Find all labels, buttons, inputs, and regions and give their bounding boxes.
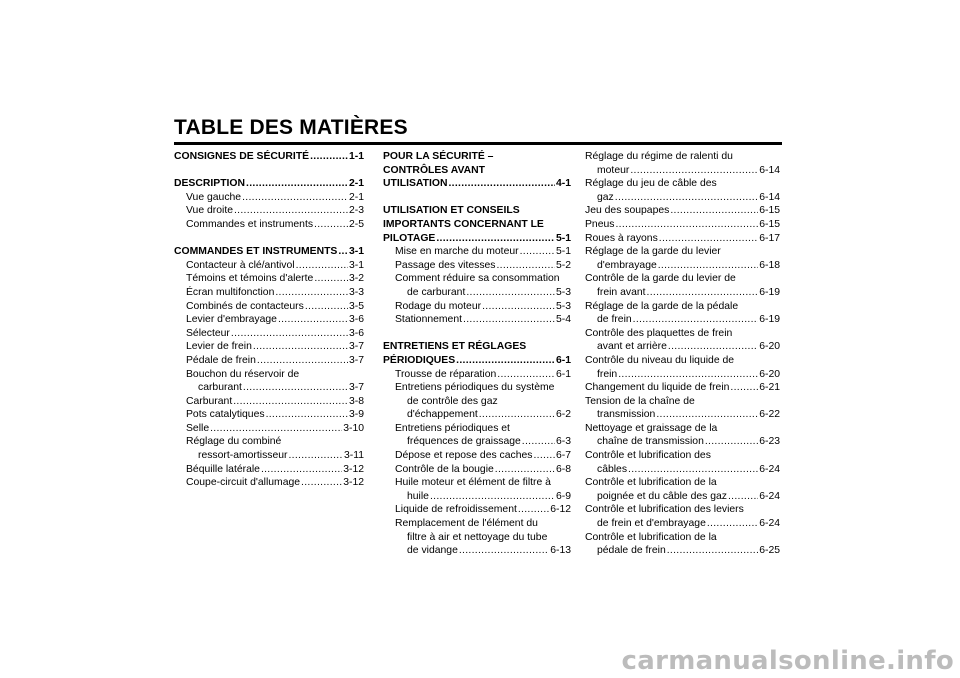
dot-leader <box>430 490 555 504</box>
dot-leader <box>314 218 348 232</box>
toc-spacer <box>174 232 364 246</box>
toc-entry[interactable] <box>383 300 571 314</box>
dot-leader <box>456 354 555 368</box>
toc-entry-title: fréquences de graissage <box>407 436 521 448</box>
toc-entry-title: Pneus <box>585 218 615 230</box>
toc-entry <box>585 395 780 409</box>
toc-entry <box>585 300 780 314</box>
toc-entry-title: moteur <box>597 164 630 176</box>
toc-entry[interactable] <box>174 204 364 218</box>
toc-entry-title: de frein et d'embrayage <box>597 518 706 530</box>
dot-leader <box>659 232 758 246</box>
toc-entry[interactable] <box>585 191 780 205</box>
toc-entry[interactable] <box>174 259 364 273</box>
toc-entry-title: gaz <box>597 191 614 203</box>
toc-entry[interactable] <box>174 463 364 477</box>
toc-entry-title: Carburant <box>186 395 233 407</box>
toc-entry-title: Roues à rayons <box>585 232 658 244</box>
dot-leader <box>338 245 348 259</box>
toc-entry[interactable] <box>585 204 780 218</box>
toc-page-number: 6-2 <box>555 409 571 421</box>
toc-entry-title: Stationnement <box>395 314 463 326</box>
toc-entry <box>383 272 571 286</box>
dot-leader <box>658 259 758 273</box>
toc-entry[interactable] <box>174 381 364 395</box>
dot-leader <box>436 232 555 246</box>
dot-leader <box>707 517 758 531</box>
toc-entry[interactable] <box>174 272 364 286</box>
toc-entry-title: Rodage du moteur <box>395 300 482 312</box>
dot-leader <box>289 449 343 463</box>
toc-page-number: 6-18 <box>759 259 780 271</box>
dot-leader <box>482 300 555 314</box>
toc-entry[interactable] <box>174 313 364 327</box>
toc-page-number: 3-12 <box>343 477 364 489</box>
toc-entry[interactable] <box>585 381 780 395</box>
toc-entry-title: Réglage du jeu de câble des <box>585 178 717 190</box>
dot-leader <box>257 354 348 368</box>
toc-spacer <box>383 327 571 341</box>
toc-page-number: 3-7 <box>348 382 364 394</box>
toc-entry-title: Nettoyage et graissage de la <box>585 422 718 434</box>
toc-entry-title: de vidange <box>407 545 458 557</box>
toc-entry-title: Trousse de réparation <box>395 368 497 380</box>
toc-entry-title: Écran multifonction <box>186 286 275 298</box>
toc-entry[interactable] <box>383 286 571 300</box>
dot-leader <box>234 204 348 218</box>
dot-leader <box>210 422 342 436</box>
toc-section-heading[interactable] <box>174 245 364 259</box>
toc-entry[interactable] <box>383 408 571 422</box>
toc-section-heading <box>383 150 571 164</box>
toc-entry[interactable] <box>585 259 780 273</box>
toc-page-number: 5-3 <box>555 300 571 312</box>
dot-leader <box>233 395 348 409</box>
dot-leader <box>448 177 555 191</box>
toc-entry-title: huile <box>407 490 429 502</box>
toc-entry <box>383 517 571 531</box>
toc-entry-title: ressort-amortisseur <box>198 450 288 462</box>
toc-page-number: 6-14 <box>759 191 780 203</box>
toc-page-number: 2-1 <box>348 191 364 203</box>
toc-page-number: 6-17 <box>759 232 780 244</box>
dot-leader <box>466 286 555 300</box>
dot-leader <box>518 503 549 517</box>
toc-entry-title: Remplacement de l'élément du <box>395 518 538 530</box>
toc-column-2 <box>383 150 571 558</box>
toc-entry[interactable] <box>174 449 364 463</box>
toc-entry <box>585 422 780 436</box>
toc-page-number: 3-9 <box>348 409 364 421</box>
dot-leader <box>231 327 348 341</box>
toc-entry[interactable] <box>383 463 571 477</box>
toc-page-number: 3-2 <box>348 273 364 285</box>
dot-leader <box>296 259 348 273</box>
toc-entry-title: Contrôle et lubrification des leviers <box>585 504 744 516</box>
toc-page-number: 6-14 <box>759 164 780 176</box>
dot-leader <box>705 435 758 449</box>
dot-leader <box>728 490 758 504</box>
toc-entry-title: ENTRETIENS ET RÉGLAGES <box>383 341 527 353</box>
toc-page-number: 3-11 <box>343 450 364 462</box>
toc-page-number: 5-1 <box>555 232 571 244</box>
toc-entry-title: Contrôle et lubrification des <box>585 450 711 462</box>
toc-page-number: 6-15 <box>759 205 780 217</box>
toc-page-number: 6-9 <box>555 490 571 502</box>
toc-page-number: 6-3 <box>555 436 571 448</box>
toc-page-number: 2-1 <box>348 178 364 190</box>
dot-leader <box>668 340 758 354</box>
toc-entry-title: Vue gauche <box>186 191 242 203</box>
dot-leader <box>670 204 758 218</box>
toc-entry-title: UTILISATION ET CONSEILS <box>383 205 520 217</box>
dot-leader <box>520 245 555 259</box>
dot-leader <box>618 368 758 382</box>
toc-page-number: 5-1 <box>555 246 571 258</box>
dot-leader <box>266 408 348 422</box>
toc-entry-title: Contrôle et lubrification de la <box>585 477 717 489</box>
toc-page-number: 2-3 <box>348 205 364 217</box>
toc-entry-title: IMPORTANTS CONCERNANT LE <box>383 218 544 230</box>
toc-page-number: 6-24 <box>759 518 780 530</box>
toc-entry <box>383 531 571 545</box>
toc-page-number: 6-15 <box>759 218 780 230</box>
toc-entry-title: Comment réduire sa consommation <box>395 273 560 285</box>
dot-leader <box>242 191 348 205</box>
toc-entry[interactable] <box>174 408 364 422</box>
toc-entry-title: Commandes et instruments <box>186 218 314 230</box>
toc-page-number: 3-3 <box>348 286 364 298</box>
toc-page-number: 6-1 <box>555 368 571 380</box>
dot-leader <box>261 463 342 477</box>
toc-entry[interactable] <box>174 191 364 205</box>
dot-leader <box>314 272 348 286</box>
toc-entry[interactable] <box>174 340 364 354</box>
toc-entry-title: Béquille latérale <box>186 463 260 475</box>
toc-page-number: 5-3 <box>555 286 571 298</box>
toc-page-number: 3-8 <box>348 395 364 407</box>
toc-entry[interactable] <box>585 408 780 422</box>
toc-entry-title: d'échappement <box>407 409 478 421</box>
toc-entry[interactable] <box>585 435 780 449</box>
dot-leader <box>656 408 758 422</box>
toc-entry[interactable] <box>174 476 364 490</box>
toc-entry-title: Contrôle et lubrification de la <box>585 531 717 543</box>
toc-entry[interactable] <box>383 435 571 449</box>
toc-entry[interactable] <box>585 232 780 246</box>
dot-leader <box>243 381 348 395</box>
toc-entry-title: Contrôle du niveau du liquide de <box>585 354 735 366</box>
toc-entry-title: Témoins et témoins d'alerte <box>186 273 314 285</box>
toc-entry[interactable] <box>585 544 780 558</box>
toc-entry-title: Dépose et repose des caches <box>395 450 533 462</box>
toc-section-heading <box>383 204 571 218</box>
toc-column-1 <box>174 150 364 490</box>
toc-entry[interactable] <box>383 503 571 517</box>
toc-entry-title: Tension de la chaîne de <box>585 395 695 407</box>
dot-leader <box>497 368 555 382</box>
dot-leader <box>647 286 759 300</box>
toc-page-number: 6-25 <box>759 545 780 557</box>
toc-entry[interactable] <box>174 300 364 314</box>
toc-entry-title: d'embrayage <box>597 259 657 271</box>
toc-entry <box>585 327 780 341</box>
toc-page-number: 3-10 <box>343 422 364 434</box>
toc-entry <box>174 368 364 382</box>
toc-entry-title: filtre à air et nettoyage du tube <box>407 531 548 543</box>
toc-section-heading <box>383 164 571 178</box>
toc-entry-title: Vue droite <box>186 205 233 217</box>
toc-entry-title: de carburant <box>407 286 466 298</box>
title-rule <box>174 142 782 145</box>
toc-entry-title: transmission <box>597 409 656 421</box>
toc-page-number: 3-1 <box>348 259 364 271</box>
toc-section-heading[interactable] <box>383 354 571 368</box>
toc-page-number: 1-1 <box>348 151 364 162</box>
toc-entry-title: Levier de frein <box>186 341 252 353</box>
toc-entry-title: PILOTAGE <box>383 232 436 244</box>
toc-entry-title: CONSIGNES DE SÉCURITÉ <box>174 151 310 162</box>
page-title: TABLE DES MATIÈRES <box>174 116 408 139</box>
toc-section-heading[interactable] <box>174 150 364 164</box>
toc-entry[interactable] <box>585 490 780 504</box>
dot-leader <box>533 449 554 463</box>
dot-leader <box>628 463 758 477</box>
dot-leader <box>497 259 555 273</box>
dot-leader <box>310 150 348 164</box>
toc-page-number: 3-7 <box>348 354 364 366</box>
toc-entry <box>585 272 780 286</box>
toc-entry[interactable] <box>585 313 780 327</box>
toc-entry-title: Contacteur à clé/antivol <box>186 259 295 271</box>
toc-section-heading[interactable] <box>383 232 571 246</box>
toc-entry[interactable] <box>174 327 364 341</box>
toc-entry-title: Contrôle des plaquettes de frein <box>585 327 733 339</box>
toc-entry <box>585 150 780 164</box>
toc-entry-title: PÉRIODIQUES <box>383 354 456 366</box>
dot-leader <box>615 218 758 232</box>
toc-page-number: 3-6 <box>348 314 364 326</box>
dot-leader <box>301 476 342 490</box>
toc-entry[interactable] <box>585 463 780 477</box>
toc-page-number: 3-12 <box>343 463 364 475</box>
toc-entry <box>585 177 780 191</box>
toc-entry-title: Entretiens périodiques et <box>395 422 510 434</box>
toc-entry-title: DESCRIPTION <box>174 178 246 190</box>
toc-entry-title: poignée et du câble des gaz <box>597 490 727 502</box>
toc-spacer <box>174 164 364 178</box>
toc-page-number: 6-20 <box>759 368 780 380</box>
toc-page-number: 6-24 <box>759 490 780 502</box>
toc-section-heading <box>383 218 571 232</box>
dot-leader <box>459 544 549 558</box>
toc-page-number: 5-2 <box>555 259 571 271</box>
toc-entry[interactable] <box>383 245 571 259</box>
toc-page-number: 3-6 <box>348 327 364 339</box>
dot-leader <box>522 435 555 449</box>
toc-entry[interactable] <box>174 218 364 232</box>
toc-entry-title: Jeu des soupapes <box>585 205 670 217</box>
toc-entry-title: de contrôle des gaz <box>407 395 498 407</box>
toc-entry[interactable] <box>174 422 364 436</box>
toc-entry-title: POUR LA SÉCURITÉ – <box>383 151 494 162</box>
toc-entry-title: CONTRÔLES AVANT <box>383 164 485 176</box>
dot-leader <box>253 340 348 354</box>
toc-page-number: 6-20 <box>759 341 780 353</box>
toc-entry <box>383 381 571 395</box>
toc-entry[interactable] <box>585 368 780 382</box>
toc-entry <box>174 435 364 449</box>
toc-entry[interactable] <box>383 259 571 273</box>
toc-entry-title: Selle <box>186 422 210 434</box>
toc-entry-title: Réglage du combiné <box>186 436 282 448</box>
dot-leader <box>278 313 348 327</box>
toc-entry-title: Passage des vitesses <box>395 259 496 271</box>
toc-entry[interactable] <box>383 368 571 382</box>
toc-entry-title: Contrôle de la bougie <box>395 463 494 475</box>
toc-entry-title: Réglage de la garde du levier <box>585 246 721 258</box>
toc-entry-title: Entretiens périodiques du système <box>395 382 555 394</box>
toc-page-number: 5-4 <box>555 314 571 326</box>
toc-page-number: 6-21 <box>759 382 780 394</box>
toc-entry <box>585 354 780 368</box>
toc-page-number: 6-19 <box>759 286 780 298</box>
toc-page-number: 6-23 <box>759 436 780 448</box>
toc-entry[interactable] <box>174 354 364 368</box>
toc-entry-title: avant et arrière <box>597 341 667 353</box>
toc-entry-title: de frein <box>597 314 632 326</box>
toc-entry-title: Combinés de contacteurs <box>186 300 304 312</box>
toc-entry-title: câbles <box>597 463 628 475</box>
toc-entry-title: frein <box>597 368 618 380</box>
toc-entry[interactable] <box>383 449 571 463</box>
toc-page-number: 3-7 <box>348 341 364 353</box>
toc-entry-title: pédale de frein <box>597 545 666 557</box>
toc-page-number: 6-19 <box>759 314 780 326</box>
toc-section-heading <box>383 340 571 354</box>
toc-entry-title: carburant <box>198 382 242 394</box>
toc-entry <box>383 422 571 436</box>
toc-entry <box>383 395 571 409</box>
toc-entry[interactable] <box>585 340 780 354</box>
dot-leader <box>633 313 759 327</box>
toc-entry[interactable] <box>585 517 780 531</box>
toc-page-number: 6-7 <box>555 450 571 462</box>
toc-page-number: 6-13 <box>550 545 571 557</box>
dot-leader <box>667 544 758 558</box>
toc-entry-title: Pédale de frein <box>186 354 256 366</box>
toc-page-number: 6-24 <box>759 463 780 475</box>
toc-entry[interactable] <box>383 544 571 558</box>
toc-page-number: 3-5 <box>348 300 364 312</box>
toc-entry-title: Contrôle de la garde du levier de <box>585 273 736 285</box>
toc-entry[interactable] <box>174 395 364 409</box>
toc-entry-title: COMMANDES ET INSTRUMENTS <box>174 246 338 258</box>
toc-entry <box>585 503 780 517</box>
toc-entry <box>585 245 780 259</box>
dot-leader <box>495 463 555 477</box>
toc-spacer <box>383 191 571 205</box>
toc-page-number: 6-12 <box>550 504 571 516</box>
toc-entry-title: Levier d'embrayage <box>186 314 277 326</box>
toc-page-number: 6-1 <box>555 354 571 366</box>
toc-entry[interactable] <box>383 313 571 327</box>
dot-leader <box>630 164 758 178</box>
toc-entry-title: Réglage du régime de ralenti du <box>585 151 733 162</box>
dot-leader <box>246 177 348 191</box>
toc-entry-title: Réglage de la garde de la pédale <box>585 300 739 312</box>
toc-entry[interactable] <box>585 218 780 232</box>
dot-leader <box>479 408 555 422</box>
toc-entry[interactable] <box>585 286 780 300</box>
toc-entry-title: Huile moteur et élément de filtre à <box>395 477 551 489</box>
toc-page-number: 2-5 <box>348 218 364 230</box>
toc-section-heading[interactable] <box>383 177 571 191</box>
toc-entry[interactable] <box>383 490 571 504</box>
toc-page-number: 4-1 <box>555 178 571 190</box>
watermark-text: carmanualsonline.info <box>621 646 954 676</box>
toc-entry-title: Sélecteur <box>186 327 230 339</box>
toc-entry-title: Liquide de refroidissement <box>395 504 517 516</box>
toc-entry[interactable] <box>585 164 780 178</box>
dot-leader <box>730 381 758 395</box>
toc-entry <box>585 531 780 545</box>
toc-column-3 <box>585 150 780 558</box>
toc-entry <box>585 449 780 463</box>
toc-entry-title: frein avant <box>597 286 646 298</box>
toc-page-number: 6-8 <box>555 463 571 475</box>
toc-entry[interactable] <box>174 286 364 300</box>
dot-leader <box>275 286 348 300</box>
toc-page-number: 6-22 <box>759 409 780 421</box>
toc-entry-title: UTILISATION <box>383 178 448 190</box>
toc-entry <box>383 476 571 490</box>
toc-section-heading[interactable] <box>174 177 364 191</box>
toc-entry-title: Changement du liquide de frein <box>585 382 730 394</box>
toc-entry-title: Mise en marche du moteur <box>395 246 519 258</box>
toc-entry-title: chaîne de transmission <box>597 436 704 448</box>
toc-entry <box>585 476 780 490</box>
toc-page-number: 3-1 <box>348 246 364 258</box>
toc-entry-title: Coupe-circuit d'allumage <box>186 477 301 489</box>
dot-leader <box>463 313 555 327</box>
toc-entry-title: Bouchon du réservoir de <box>186 368 300 380</box>
dot-leader <box>615 191 758 205</box>
toc-entry-title: Pots catalytiques <box>186 409 265 421</box>
dot-leader <box>305 300 348 314</box>
